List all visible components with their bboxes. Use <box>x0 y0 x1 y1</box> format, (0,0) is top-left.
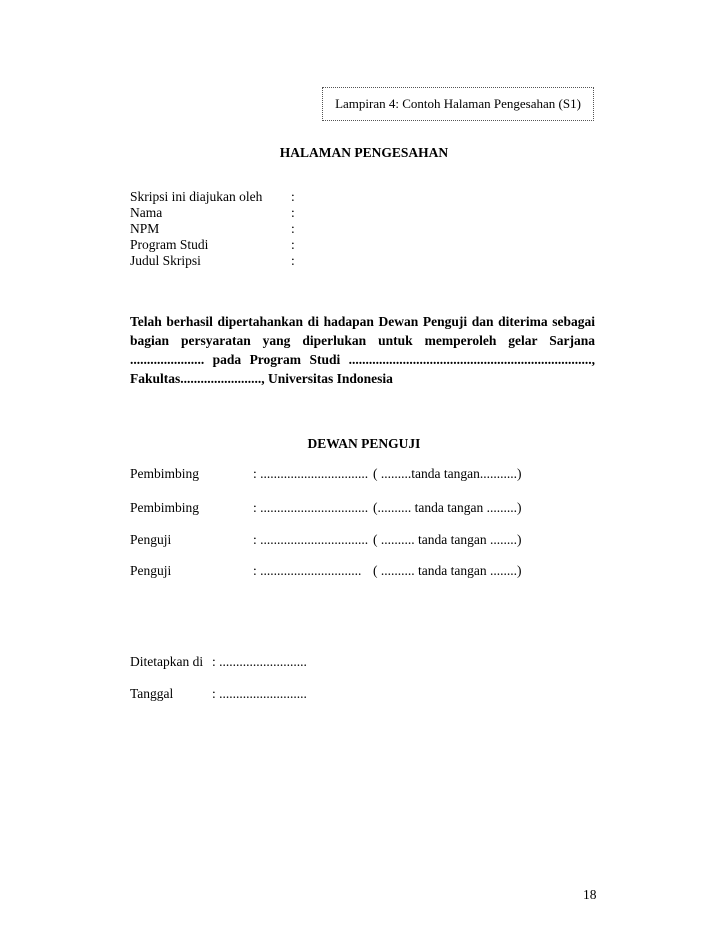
field-label-skripsi: Skripsi ini diajukan oleh <box>130 189 263 204</box>
examiner-role: Penguji <box>130 532 172 547</box>
ditetapkan-value: : .......................... <box>212 654 307 669</box>
field-label-program-studi: Program Studi <box>130 237 209 252</box>
field-sep: : <box>291 237 295 252</box>
field-sep: : <box>291 189 295 204</box>
page-number: 18 <box>583 887 597 902</box>
examiner-signature: ( .......... tanda tangan ........) <box>373 532 522 547</box>
statement-line: ...................... pada Program Studi ........................................................................, <box>130 352 595 367</box>
field-label-nama: Nama <box>130 205 163 220</box>
examiner-name-blank: : .............................. <box>253 563 362 578</box>
examiner-name-blank: : ................................ <box>253 500 369 515</box>
examiner-signature: ( .........tanda tangan...........) <box>373 466 522 481</box>
field-sep: : <box>291 253 295 268</box>
field-label-judul-skripsi: Judul Skripsi <box>130 253 201 268</box>
examiner-role: Pembimbing <box>130 466 200 481</box>
lampiran-label: Lampiran 4: Contoh Halaman Pengesahan (S1) <box>335 96 581 111</box>
page-title: HALAMAN PENGESAHAN <box>279 145 449 160</box>
examiner-signature: (.......... tanda tangan .........) <box>373 500 522 515</box>
ditetapkan-label: Ditetapkan di <box>130 654 204 669</box>
statement-line: bagian persyaratan yang diperlukan untuk memperoleh gelar Sarjana <box>130 333 595 348</box>
examiner-role: Pembimbing <box>130 500 200 515</box>
statement-paragraph <box>130 312 595 388</box>
field-sep: : <box>291 205 295 220</box>
dewan-penguji-title: DEWAN PENGUJI <box>307 436 421 451</box>
statement-line: Telah berhasil dipertahankan di hadapan Dewan Penguji dan diterima sebagai <box>130 314 595 329</box>
field-sep: : <box>291 221 295 236</box>
examiner-signature: ( .......... tanda tangan ........) <box>373 563 522 578</box>
statement-line: Fakultas........................, Universitas Indonesia <box>130 371 393 386</box>
field-label-npm: NPM <box>130 221 160 236</box>
tanggal-value: : .......................... <box>212 686 307 701</box>
tanggal-label: Tanggal <box>130 686 174 701</box>
examiner-name-blank: : ................................ <box>253 532 369 547</box>
examiner-role: Penguji <box>130 563 172 578</box>
examiner-name-blank: : ................................ <box>253 466 369 481</box>
lampiran-label-box <box>322 87 594 121</box>
